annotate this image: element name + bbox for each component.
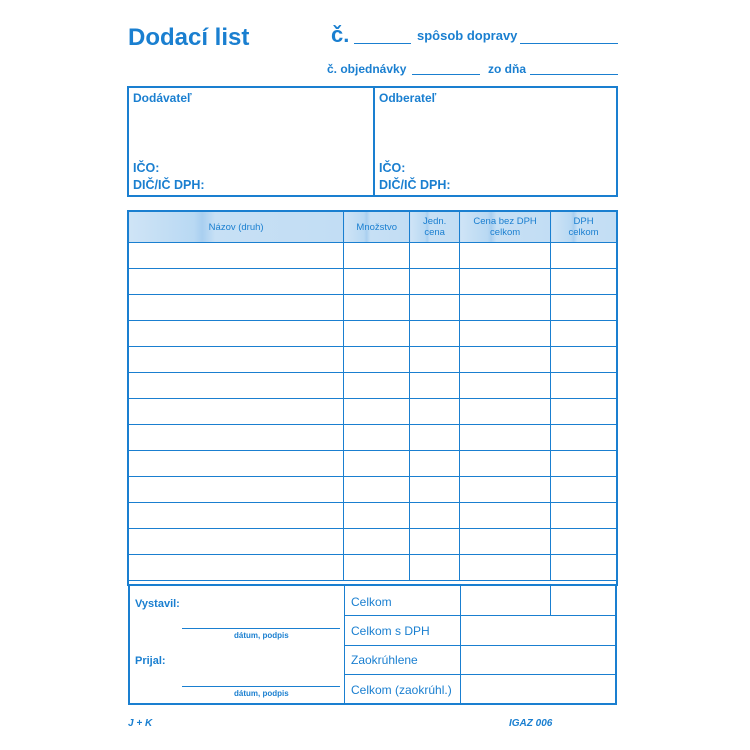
table-cell[interactable] (410, 321, 460, 347)
table-cell[interactable] (129, 451, 344, 477)
order-date-field[interactable] (530, 74, 618, 75)
supplier-dic-label: DIČ/IČ DPH: (133, 178, 205, 192)
totals-line-1 (344, 615, 617, 616)
table-cell[interactable] (410, 373, 460, 399)
table-cell[interactable] (460, 373, 551, 399)
table-cell[interactable] (344, 347, 410, 373)
table-row (129, 477, 617, 503)
table-cell[interactable] (344, 477, 410, 503)
table-row (129, 347, 617, 373)
table-cell[interactable] (344, 529, 410, 555)
table-cell[interactable] (551, 321, 617, 347)
table-cell[interactable] (551, 243, 617, 269)
table-cell[interactable] (410, 529, 460, 555)
table-cell[interactable] (460, 243, 551, 269)
table-cell[interactable] (344, 243, 410, 269)
transport-field[interactable] (520, 43, 618, 44)
col-vat-header (551, 212, 617, 243)
table-cell[interactable] (460, 555, 551, 581)
table-cell[interactable] (129, 321, 344, 347)
table-cell[interactable] (344, 321, 410, 347)
table-cell[interactable] (410, 347, 460, 373)
table-cell[interactable] (129, 373, 344, 399)
col-price-no-vat-label: Cena bez DPH celkom (473, 216, 537, 238)
table-cell[interactable] (551, 529, 617, 555)
document-title: Dodací list (128, 24, 250, 51)
table-cell[interactable] (410, 451, 460, 477)
table-cell[interactable] (344, 399, 410, 425)
received-by-caption: dátum, podpis (234, 689, 289, 698)
table-cell[interactable] (460, 503, 551, 529)
table-cell[interactable] (129, 503, 344, 529)
table-row (129, 321, 617, 347)
order-date-label: zo dňa (488, 62, 526, 76)
totals-vat-divider (550, 586, 551, 615)
col-name-header: Názov (druh) (129, 212, 344, 243)
publisher-code: J + K (128, 718, 153, 729)
table-row (129, 529, 617, 555)
table-row (129, 373, 617, 399)
total-label: Celkom (351, 595, 392, 609)
table-row (129, 425, 617, 451)
table-cell[interactable] (344, 269, 410, 295)
table-cell[interactable] (410, 399, 460, 425)
number-label: č. (331, 22, 350, 47)
table-cell[interactable] (551, 399, 617, 425)
table-cell[interactable] (460, 269, 551, 295)
items-table-header (129, 212, 617, 243)
table-cell[interactable] (460, 321, 551, 347)
table-cell[interactable] (410, 269, 460, 295)
order-number-field[interactable] (412, 74, 480, 75)
table-cell[interactable] (460, 347, 551, 373)
table-row (129, 503, 617, 529)
table-cell[interactable] (344, 373, 410, 399)
table-row (129, 555, 617, 581)
table-cell[interactable] (551, 451, 617, 477)
issued-by-signature-line[interactable] (182, 628, 340, 629)
table-row (129, 269, 617, 295)
order-number-label: č. objednávky (327, 62, 407, 76)
issued-by-label: Vystavil: (135, 598, 180, 610)
table-cell[interactable] (460, 451, 551, 477)
table-cell[interactable] (551, 347, 617, 373)
totals-line-2 (344, 645, 617, 646)
table-cell[interactable] (129, 347, 344, 373)
table-cell[interactable] (460, 399, 551, 425)
col-vat-label: DPH celkom (568, 216, 599, 238)
table-cell[interactable] (460, 529, 551, 555)
table-cell[interactable] (344, 295, 410, 321)
number-field[interactable] (354, 43, 411, 44)
table-cell[interactable] (344, 425, 410, 451)
items-table (128, 211, 617, 581)
table-row (129, 399, 617, 425)
received-by-label: Prijal: (135, 655, 166, 667)
table-cell[interactable] (551, 555, 617, 581)
table-cell[interactable] (410, 477, 460, 503)
table-cell[interactable] (551, 295, 617, 321)
table-cell[interactable] (129, 269, 344, 295)
table-cell[interactable] (129, 555, 344, 581)
table-row (129, 295, 617, 321)
customer-dic-label: DIČ/IČ DPH: (379, 178, 451, 192)
table-cell[interactable] (551, 425, 617, 451)
table-cell[interactable] (129, 399, 344, 425)
table-cell[interactable] (129, 529, 344, 555)
table-cell[interactable] (551, 269, 617, 295)
customer-ico-label: IČO: (379, 161, 406, 175)
table-cell[interactable] (410, 503, 460, 529)
table-cell[interactable] (129, 295, 344, 321)
transport-label: spôsob dopravy (417, 28, 518, 43)
received-by-signature-line[interactable] (182, 686, 340, 687)
table-cell[interactable] (410, 295, 460, 321)
customer-label: Odberateľ (379, 91, 437, 105)
table-cell[interactable] (344, 555, 410, 581)
col-price-no-vat-header (460, 212, 551, 243)
total-rounded-label: Celkom (zaokrúhl.) (351, 683, 452, 697)
table-cell[interactable] (551, 373, 617, 399)
table-cell[interactable] (410, 243, 460, 269)
table-row (129, 451, 617, 477)
parties-divider (373, 86, 375, 197)
totals-line-3 (344, 674, 617, 675)
total-vat-label: Celkom s DPH (351, 624, 430, 638)
issued-by-caption: dátum, podpis (234, 631, 289, 640)
table-cell[interactable] (344, 503, 410, 529)
table-cell[interactable] (460, 425, 551, 451)
table-cell[interactable] (551, 477, 617, 503)
col-quantity-header: Množstvo (344, 212, 410, 243)
table-row (129, 243, 617, 269)
form-code: IGAZ 006 (509, 718, 553, 729)
supplier-ico-label: IČO: (133, 161, 160, 175)
col-unit-price-header (410, 212, 460, 243)
rounded-label: Zaokrúhlene (351, 653, 418, 667)
table-cell[interactable] (551, 503, 617, 529)
col-unit-price-label: Jedn. cena (423, 216, 447, 238)
table-cell[interactable] (410, 425, 460, 451)
supplier-label: Dodávateľ (133, 91, 192, 105)
table-cell[interactable] (460, 477, 551, 503)
table-cell[interactable] (344, 451, 410, 477)
table-cell[interactable] (129, 425, 344, 451)
table-cell[interactable] (129, 477, 344, 503)
table-cell[interactable] (410, 555, 460, 581)
summary-box (128, 586, 617, 705)
table-cell[interactable] (129, 243, 344, 269)
table-cell[interactable] (460, 295, 551, 321)
